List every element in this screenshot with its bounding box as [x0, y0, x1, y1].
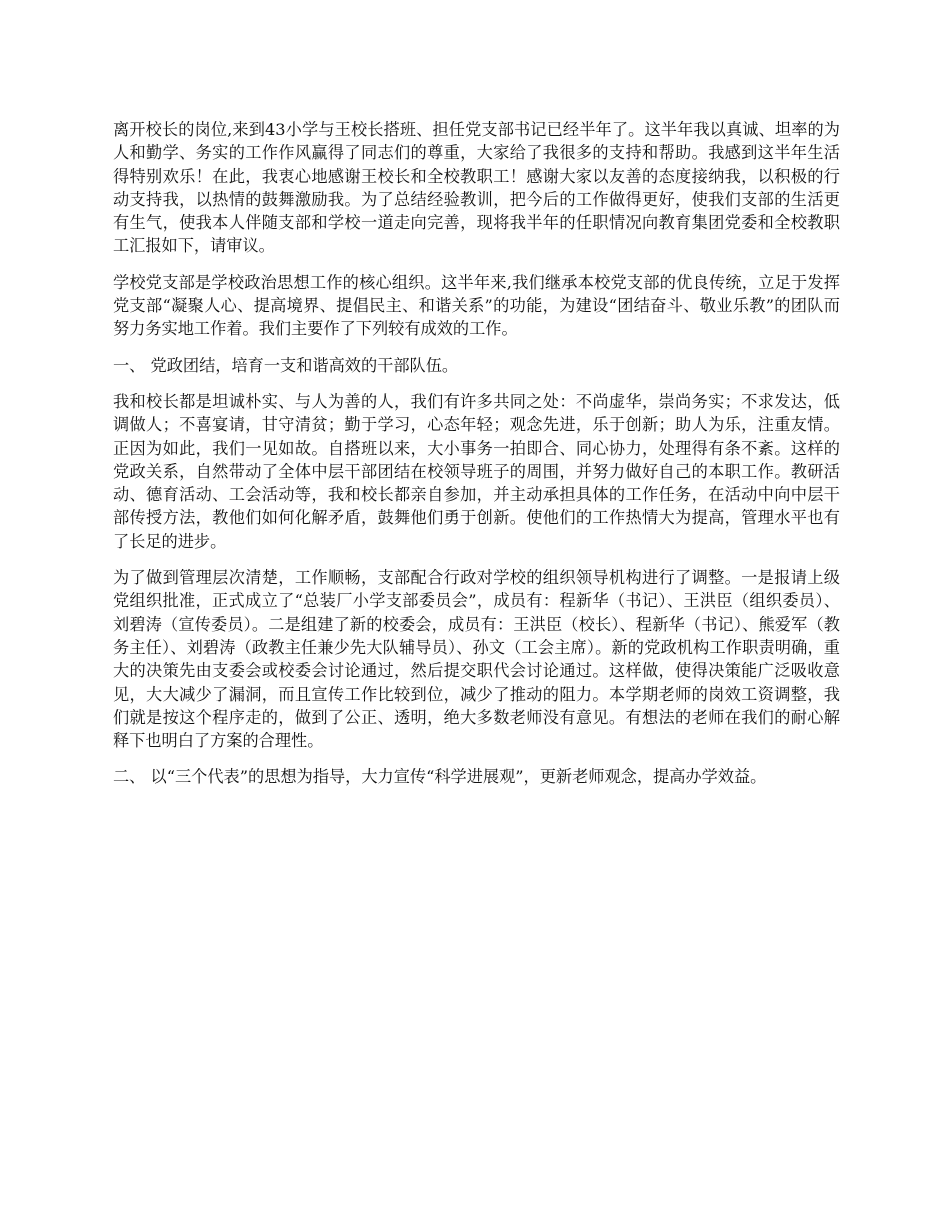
- paragraph-restructure: 为了做到管理层次清楚，工作顺畅，支部配合行政对学校的组织领导机构进行了调整。一是报请上级党组织批准，正式成立了“总装厂小学支部委员会”，成员有：程新华（书记）、王洪臣（组织委员）、刘碧涛（宣传委员）。二是组建了新的校委会，成员有：王洪臣（校长）、程新华（书记）、熊爱军（教务主任）、刘碧涛（政教主任兼少先大队辅导员）、孙文（工会主席）。新的党政机构工作职责明确，重大的决策先由支委会或校委会讨论通过，然后提交职代会讨论通过。这样做，使得决策能广泛吸收意见，大大减少了漏洞，而且宣传工作比较到位，减少了推动的阻力。本学期老师的岗效工资调整，我们就是按这个程序走的，做到了公正、透明，绝大多数老师没有意见。有想法的老师在我们的耐心解释下也明白了方案的合理性。: [113, 568, 840, 751]
- paragraph-party-branch: 学校党支部是学校政治思想工作的核心组织。这半年来,我们继承本校党支部的优良传统，立足于发挥党支部“凝聚人心、提高境界、提倡民主、和谐关系”的功能，为建设“团结奋斗、敬业乐教”的团队而努力务实地工作着。我们主要作了下列较有成效的工作。: [113, 272, 840, 339]
- document-body: [113, 118, 840, 802]
- section-heading-2: 二、 以“三个代表”的思想为指导，大力宣传“科学进展观”，更新老师观念，提高办学效益。: [113, 767, 767, 787]
- paragraph-cooperation: 我和校长都是坦诚朴实、与人为善的人，我们有许多共同之处：不尚虚华，崇尚务实；不求发达，低调做人；不喜宴请，甘守清贫；勤于学习，心态年轻；观念先进，乐于创新；助人为乐，注重友情。正因为如此，我们一见如故。自搭班以来，大小事务一拍即合、同心协力，处理得有条不紊。这样的党政关系，自然带动了全体中层干部团结在校领导班子的周围，并努力做好自己的本职工作。教研活动、德育活动、工会活动等，我和校长都亲自参加，并主动承担具体的工作任务，在活动中向中层干部传授方法，教他们如何化解矛盾，鼓舞他们勇于创新。使他们的工作热情大为提高，管理水平也有了长足的进步。: [113, 391, 840, 551]
- section-heading-1: 一、 党政团结，培育一支和谐高效的干部队伍。: [113, 355, 459, 375]
- paragraph-intro: 离开校长的岗位,来到43小学与王校长搭班、担任党支部书记已经半年了。这半年我以真诚、坦率的为人和勤学、务实的工作作风赢得了同志们的尊重，大家给了我很多的支持和帮助。我感到这半年生活得特别欢乐！在此，我衷心地感谢王校长和全校教职工！感谢大家以友善的态度接纳我，以积极的行动支持我，以热情的鼓舞激励我。为了总结经验教训，把今后的工作做得更好，使我们支部的生活更有生气，使我本人伴随支部和学校一道走向完善，现将我半年的任职情况向教育集团党委和全校教职工汇报如下，请审议。: [113, 120, 840, 256]
